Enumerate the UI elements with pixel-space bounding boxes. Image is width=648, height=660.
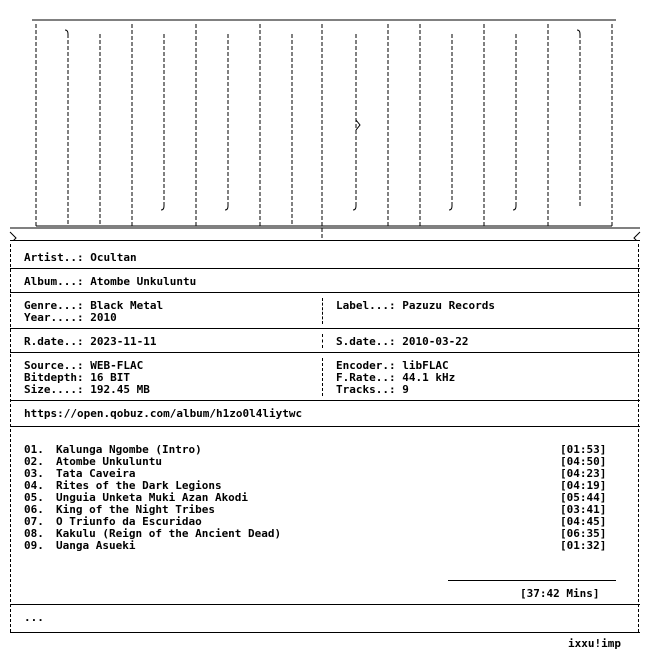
rdate-value: 2023-11-11	[90, 335, 157, 348]
track-number: 04.	[24, 479, 44, 492]
size-key: Size....:	[24, 383, 84, 396]
ascii-logo-art	[0, 0, 648, 240]
track-length: [04:50]	[560, 455, 607, 468]
encoder-value: libFLAC	[402, 359, 449, 372]
track-length: [03:41]	[560, 503, 607, 516]
sdate-value: 2010-03-22	[402, 335, 469, 348]
year-row	[24, 312, 117, 324]
album-url-link[interactable]: https://open.qobuz.com/album/h1zo0l4liytwc	[24, 407, 303, 420]
track-title: O Triunfo da Escuridao	[56, 515, 202, 528]
source-value: WEB-FLAC	[90, 359, 144, 372]
source-key: Source..:	[24, 359, 84, 372]
signature: ixxu!imp	[568, 637, 621, 650]
track-title: Rites of the Dark Legions	[56, 479, 222, 492]
track-title: Unguia Unketa Muki Azan Akodi	[56, 491, 249, 504]
track-length: [05:44]	[560, 491, 607, 504]
track-number: 05.	[24, 491, 44, 504]
frate-value: 44.1 kHz	[402, 371, 456, 384]
sdate-key: S.date..:	[336, 335, 396, 348]
separator	[10, 240, 640, 241]
album-value: Atombe Unkuluntu	[90, 275, 197, 288]
album-row	[24, 276, 196, 288]
track-length: [04:45]	[560, 515, 607, 528]
track-title: Atombe Unkuluntu	[56, 455, 162, 468]
track-length: [01:53]	[560, 443, 607, 456]
track-length: [01:32]	[560, 539, 607, 552]
frame-left-edge	[10, 244, 11, 632]
label-row	[336, 300, 495, 312]
separator	[10, 292, 640, 293]
track-title: Kalunga Ngombe (Intro)	[56, 443, 202, 456]
frate-key: F.Rate..:	[336, 371, 396, 384]
track-number: 09.	[24, 539, 44, 552]
total-underline	[448, 580, 616, 581]
separator	[10, 268, 640, 269]
release-date-row	[24, 336, 156, 348]
track-length: [04:23]	[560, 467, 607, 480]
track-title: Tata Caveira	[56, 467, 136, 480]
genre-key: Genre...:	[24, 299, 84, 312]
artist-value: Ocultan	[90, 251, 137, 264]
track-number: 01.	[24, 443, 44, 456]
store-date-row	[336, 336, 468, 348]
tracks-count-value: 9	[402, 383, 409, 396]
label-key: Label...:	[336, 299, 396, 312]
artist-row	[24, 252, 137, 264]
separator	[10, 328, 640, 329]
track-title: King of the Night Tribes	[56, 503, 215, 516]
separator	[10, 426, 640, 427]
column-divider	[322, 358, 323, 396]
rdate-key: R.date..:	[24, 335, 84, 348]
track-number: 06.	[24, 503, 44, 516]
track-length: [04:19]	[560, 479, 607, 492]
encoder-key: Encoder.:	[336, 359, 396, 372]
track-length: [06:35]	[560, 527, 607, 540]
year-value: 2010	[90, 311, 117, 324]
notes-text: ...	[24, 611, 44, 624]
album-key: Album...:	[24, 275, 84, 288]
bitdepth-value: 16 BIT	[90, 371, 130, 384]
genre-value: Black Metal	[90, 299, 164, 312]
track-title: Kakulu (Reign of the Ancient Dead)	[56, 527, 282, 540]
separator	[10, 632, 640, 633]
bitdepth-key: Bitdepth:	[24, 371, 84, 384]
separator	[10, 352, 640, 353]
track-number: 08.	[24, 527, 44, 540]
track-number: 02.	[24, 455, 44, 468]
year-key: Year....:	[24, 311, 84, 324]
frame-right-edge	[638, 244, 639, 632]
track-title: Uanga Asueki	[56, 539, 136, 552]
size-value: 192.45 MB	[90, 383, 150, 396]
column-divider	[322, 298, 323, 324]
size-row	[24, 384, 150, 396]
separator	[10, 604, 640, 605]
artist-key: Artist..:	[24, 251, 84, 264]
track-number: 07.	[24, 515, 44, 528]
column-divider	[322, 334, 323, 348]
track-number: 03.	[24, 467, 44, 480]
separator	[10, 400, 640, 401]
total-time: [37:42 Mins]	[520, 587, 600, 600]
tracks-count-key: Tracks..:	[336, 383, 396, 396]
label-value: Pazuzu Records	[402, 299, 495, 312]
tracks-count-row	[336, 384, 409, 396]
